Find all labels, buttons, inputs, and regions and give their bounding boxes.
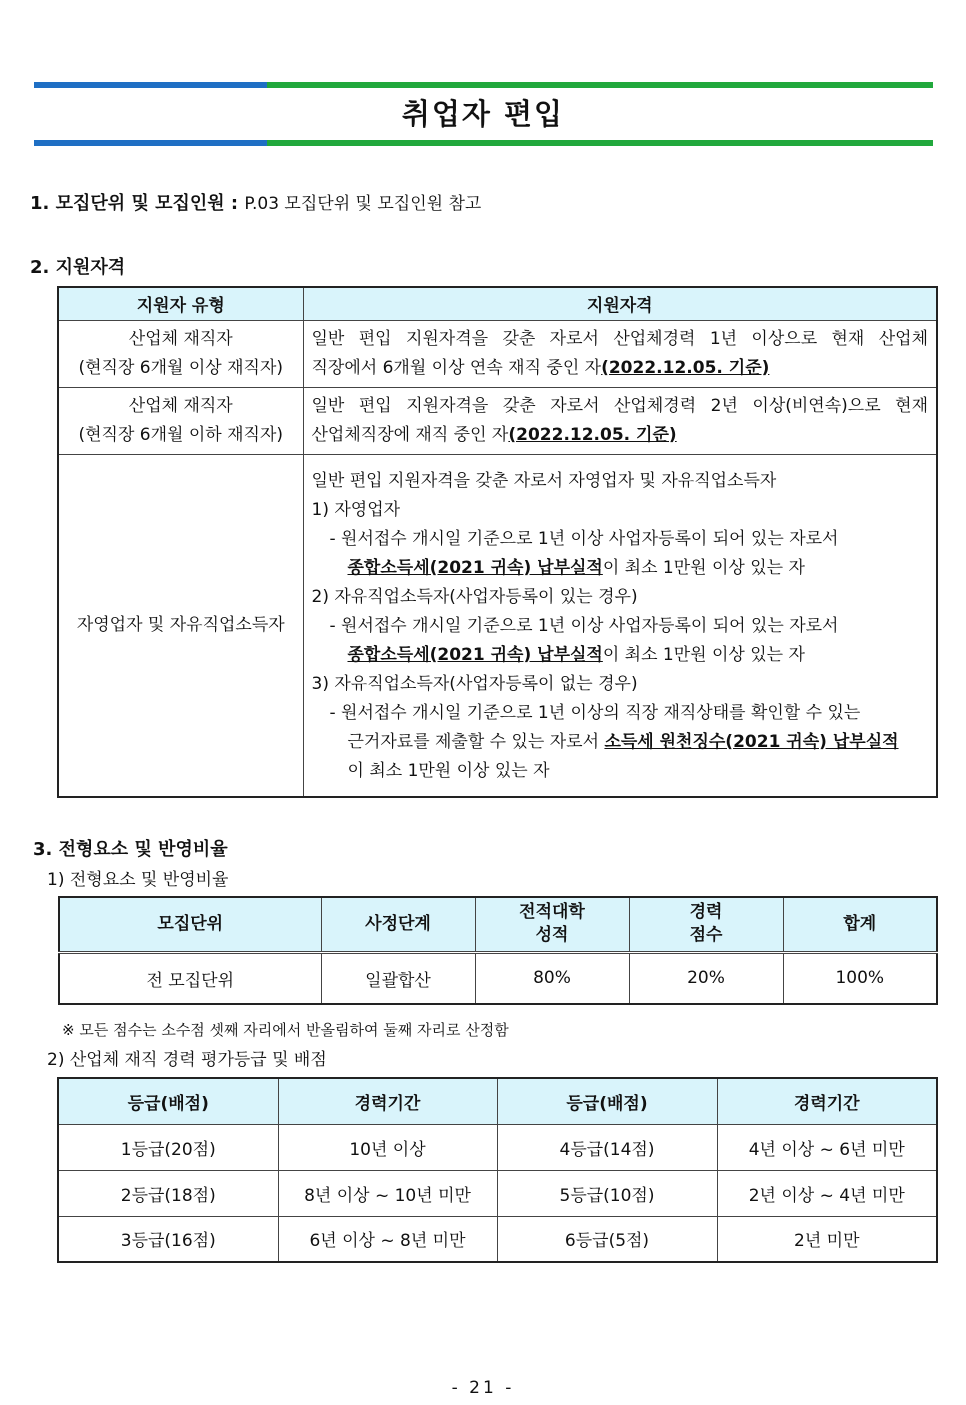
section3-sub1: 1) 전형요소 및 반영비율: [47, 870, 229, 890]
qualification-line: [312, 354, 929, 383]
section1-text: P.03 모집단위 및 모집인원 참고: [244, 194, 482, 214]
qualification-line: 일반 편입 지원자격을 갖춘 자로서 산업체경력 2년 이상(비연속)으로 현재: [311, 395, 928, 416]
page-title: 취업자 편입: [401, 97, 565, 131]
qualification-text: 직장에서 6개월 이상 연속 재직 중인 자: [311, 357, 602, 378]
qualification-line: 일반 편입 지원자격을 갖춘 자로서 자영업자 및 자유직업소득자: [311, 470, 777, 491]
career-grade-table: [57, 1077, 938, 1263]
table-cell: 4년 이상 ~ 6년 미만: [717, 1124, 937, 1170]
section1-heading: 1. 모집단위 및 모집인원: [30, 193, 225, 214]
qualification-line: [312, 728, 929, 757]
section3-sub2: 2) 산업체 재직 경력 평가등급 및 배점: [47, 1050, 327, 1070]
qualification-line: [312, 421, 929, 450]
header-applicant-type: 지원자 유형: [58, 287, 303, 320]
section1-heading-line: [30, 189, 481, 215]
title-bottom-rule: [34, 140, 933, 146]
applicant-type-cell: 자영업자 및 자유직업소득자: [58, 454, 303, 797]
table-cell: 1등급(20점): [58, 1124, 278, 1170]
qualification-text: 산업체직장에 재직 중인 자: [311, 424, 509, 445]
qualification-line: 3) 자유직업소득자(사업자등록이 없는 경우): [311, 673, 638, 694]
applicant-type-cell: [58, 387, 303, 454]
qualification-line: 2) 자유직업소득자(사업자등록이 있는 경우): [311, 586, 638, 607]
tax-record-emphasis: 종합소득세(2021 귀속) 납부실적: [347, 557, 603, 578]
header-qualification: 지원자격: [303, 287, 937, 320]
table-cell: 3등급(16점): [58, 1216, 278, 1262]
header-period: 경력기간: [278, 1078, 497, 1124]
qualification-line: - 원서접수 개시일 기준으로 1년 이상 사업자등록이 되어 있는 자로서: [329, 528, 839, 549]
table-cell: 5등급(10점): [497, 1170, 717, 1216]
table-cell: 2년 이상 ~ 4년 미만: [717, 1170, 937, 1216]
qualification-line: [312, 554, 929, 583]
table-cell: 전 모집단위: [59, 952, 321, 1004]
qualification-cell: [303, 320, 937, 387]
header-unit: 모집단위: [59, 897, 321, 952]
qualification-header-row: [58, 287, 937, 320]
table-row: [58, 454, 937, 797]
section3-heading: 3. 전형요소 및 반영비율: [33, 839, 228, 860]
tax-record-emphasis: 종합소득세(2021 귀속) 납부실적: [347, 644, 603, 665]
table-cell: 2등급(18점): [58, 1170, 278, 1216]
tax-record-emphasis: 소득세 원천징수(2021 귀속) 납부실적: [604, 731, 899, 752]
qualification-line: 1) 자영업자: [311, 499, 401, 520]
type-line: (현직장 6개월 이상 재직자): [78, 357, 283, 378]
grade-header-row: [58, 1078, 937, 1124]
header-grade: 등급(배점): [58, 1078, 278, 1124]
table-cell: 100%: [783, 952, 937, 1004]
qualification-cell: [303, 454, 937, 797]
qualification-cell: [303, 387, 937, 454]
header-text: 전적대학: [519, 902, 585, 923]
qualification-line: 이 최소 1만원 이상 있는 자: [347, 760, 550, 781]
qualification-text: 이 최소 1만원 이상 있는 자: [602, 557, 805, 578]
table-row: [58, 387, 937, 454]
title-top-rule: [34, 82, 933, 88]
section2-heading: 2. 지원자격: [30, 257, 126, 278]
table-cell: 80%: [475, 952, 629, 1004]
qualification-line: - 원서접수 개시일 기준으로 1년 이상의 직장 재직상태를 확인할 수 있는: [329, 702, 861, 723]
rounding-note: ※ 모든 점수는 소수점 셋째 자리에서 반올림하여 둘째 자리로 산정함: [62, 1021, 509, 1039]
type-line: 산업체 재직자: [128, 395, 233, 416]
header-text: 성적: [535, 925, 569, 946]
header-total: 합계: [783, 897, 937, 952]
header-stage: 사정단계: [321, 897, 475, 952]
page-number: - 21 -: [451, 1378, 515, 1398]
header-text: 점수: [689, 925, 723, 946]
table-cell: 6등급(5점): [497, 1216, 717, 1262]
table-row: [58, 320, 937, 387]
header-period: 경력기간: [717, 1078, 937, 1124]
table-cell: 8년 이상 ~ 10년 미만: [278, 1170, 497, 1216]
header-career-score: [629, 897, 783, 952]
qualification-line: - 원서접수 개시일 기준으로 1년 이상 사업자등록이 되어 있는 자로서: [329, 615, 839, 636]
type-line: 산업체 재직자: [128, 328, 233, 349]
table-row: [59, 952, 937, 1004]
table-cell: 10년 이상: [278, 1124, 497, 1170]
reference-date: (2022.12.05. 기준): [601, 357, 770, 378]
table-cell: 6년 이상 ~ 8년 미만: [278, 1216, 497, 1262]
header-text: 경력: [689, 902, 723, 923]
qualification-table: [57, 286, 938, 798]
table-row: [58, 1216, 937, 1262]
qualification-line: 일반 편입 지원자격을 갖춘 자로서 산업체경력 1년 이상으로 현재 산업체: [311, 328, 928, 349]
header-prev-grades: [475, 897, 629, 952]
ratio-header-row: [59, 897, 937, 952]
table-row: [58, 1170, 937, 1216]
reference-date: (2022.12.05. 기준): [508, 424, 677, 445]
table-cell: 4등급(14점): [497, 1124, 717, 1170]
header-grade: 등급(배점): [497, 1078, 717, 1124]
evaluation-ratio-table: [58, 896, 938, 1005]
table-cell: 2년 미만: [717, 1216, 937, 1262]
table-cell: 20%: [629, 952, 783, 1004]
type-line: (현직장 6개월 이하 재직자): [78, 424, 283, 445]
qualification-line: [312, 641, 929, 670]
table-cell: 일괄합산: [321, 952, 475, 1004]
qualification-text: 이 최소 1만원 이상 있는 자: [602, 644, 805, 665]
applicant-type-cell: [58, 320, 303, 387]
section1-separator: :: [224, 193, 245, 214]
table-row: [58, 1124, 937, 1170]
qualification-text: 근거자료를 제출할 수 있는 자로서: [347, 731, 605, 752]
